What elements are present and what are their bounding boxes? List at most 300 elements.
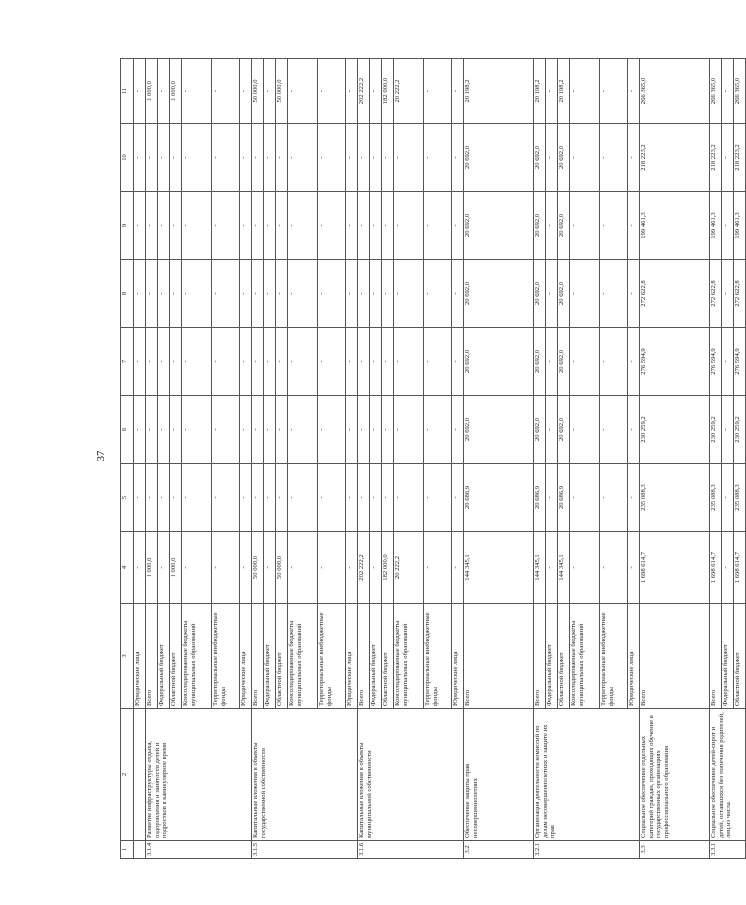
value-cell: -	[264, 59, 276, 124]
value-cell: -	[288, 260, 318, 328]
value-cell: 20 692,0	[558, 260, 570, 328]
column-number: 8	[121, 260, 134, 328]
table-row	[134, 59, 146, 859]
rotated-table-container	[120, 59, 741, 859]
value-cell: -	[134, 59, 146, 124]
value-cell: -	[170, 396, 182, 464]
value-cell: -	[394, 124, 424, 192]
funding-source-cell: Юридические лица	[134, 604, 146, 709]
funding-source-cell: Всего	[534, 604, 546, 709]
funding-source-cell: Федеральный бюджет	[546, 604, 558, 709]
table-row	[640, 59, 710, 859]
value-cell: -	[264, 464, 276, 532]
value-cell: -	[346, 532, 358, 604]
value-cell: -	[382, 124, 394, 192]
value-cell: -	[370, 532, 382, 604]
value-cell: -	[346, 59, 358, 124]
value-cell: -	[240, 464, 252, 532]
value-cell: -	[600, 124, 628, 192]
value-cell: -	[628, 59, 640, 124]
value-cell: -	[182, 328, 212, 396]
value-cell: 272 622,8	[710, 260, 722, 328]
item-code-cell: 3.2	[464, 841, 534, 859]
value-cell: -	[318, 464, 346, 532]
value-cell: 235 088,3	[640, 464, 710, 532]
value-cell: -	[452, 59, 464, 124]
value-cell: -	[146, 464, 158, 532]
funding-source-cell: Всего	[252, 604, 264, 709]
value-cell: -	[318, 192, 346, 260]
value-cell: -	[394, 192, 424, 260]
value-cell: 20 692,0	[558, 192, 570, 260]
value-cell: -	[182, 192, 212, 260]
value-cell: -	[722, 124, 734, 192]
value-cell: 20 222,2	[394, 59, 424, 124]
value-cell: -	[158, 396, 170, 464]
value-cell: -	[276, 192, 288, 260]
value-cell: 20 222,2	[394, 532, 424, 604]
value-cell: -	[722, 328, 734, 396]
value-cell: 20 692,0	[534, 260, 546, 328]
funding-source-cell: Территориальные внебюджетные фонды	[424, 604, 452, 709]
column-number: 3	[121, 604, 134, 709]
value-cell: -	[600, 396, 628, 464]
table-body	[121, 59, 746, 859]
funding-source-cell: Федеральный бюджет	[370, 604, 382, 709]
funding-source-cell: Федеральный бюджет	[158, 604, 170, 709]
value-cell: 20 692,0	[534, 396, 546, 464]
value-cell: 230 259,2	[734, 396, 746, 464]
page-number: 37	[95, 450, 107, 462]
value-cell: -	[182, 464, 212, 532]
value-cell: -	[288, 192, 318, 260]
value-cell: -	[240, 192, 252, 260]
value-cell: -	[424, 464, 452, 532]
value-cell: -	[546, 192, 558, 260]
value-cell: -	[722, 260, 734, 328]
column-number: 11	[121, 59, 134, 124]
value-cell: 144 345,1	[464, 532, 534, 604]
funding-source-cell: Юридические лица	[628, 604, 640, 709]
value-cell: -	[264, 260, 276, 328]
value-cell: -	[546, 328, 558, 396]
value-cell: -	[452, 260, 464, 328]
funding-source-cell: Консолидированные бюджеты муниципальных образований	[570, 604, 600, 709]
table-row	[146, 59, 158, 859]
value-cell: -	[358, 396, 370, 464]
value-cell: -	[452, 464, 464, 532]
funding-source-cell: Федеральный бюджет	[722, 604, 734, 709]
value-cell: -	[394, 328, 424, 396]
value-cell: -	[358, 328, 370, 396]
value-cell: 218 223,2	[734, 124, 746, 192]
value-cell: -	[276, 260, 288, 328]
table-row	[464, 59, 534, 859]
funding-source-cell: Юридические лица	[240, 604, 252, 709]
value-cell: 20 686,9	[558, 464, 570, 532]
value-cell: 20 692,0	[464, 192, 534, 260]
value-cell: 199 461,3	[710, 192, 722, 260]
value-cell: -	[170, 124, 182, 192]
column-number: 10	[121, 124, 134, 192]
value-cell: -	[722, 464, 734, 532]
column-number-row	[121, 59, 134, 859]
item-name-cell: Капитальные вложения в объекты муниципальной собственности	[358, 709, 464, 841]
value-cell: -	[276, 464, 288, 532]
value-cell: -	[722, 59, 734, 124]
value-cell: 20 198,2	[464, 59, 534, 124]
value-cell: -	[722, 192, 734, 260]
value-cell: -	[146, 396, 158, 464]
value-cell: -	[288, 464, 318, 532]
value-cell: -	[212, 59, 240, 124]
value-cell: -	[382, 260, 394, 328]
value-cell: -	[570, 396, 600, 464]
value-cell: -	[394, 260, 424, 328]
value-cell: -	[146, 328, 158, 396]
value-cell: -	[546, 260, 558, 328]
value-cell: -	[382, 464, 394, 532]
value-cell: -	[264, 396, 276, 464]
value-cell: -	[382, 328, 394, 396]
value-cell: -	[170, 464, 182, 532]
funding-source-cell: Консолидированные бюджеты муниципальных образований	[288, 604, 318, 709]
value-cell: -	[212, 396, 240, 464]
value-cell: -	[318, 260, 346, 328]
value-cell: -	[170, 260, 182, 328]
value-cell: -	[158, 124, 170, 192]
value-cell: -	[370, 464, 382, 532]
value-cell: 235 088,3	[710, 464, 722, 532]
value-cell: -	[394, 464, 424, 532]
value-cell: -	[600, 192, 628, 260]
value-cell: -	[212, 328, 240, 396]
value-cell: -	[182, 260, 212, 328]
value-cell: -	[600, 260, 628, 328]
value-cell: 20 692,0	[558, 396, 570, 464]
funding-source-cell: Всего	[464, 604, 534, 709]
value-cell: -	[452, 124, 464, 192]
funding-source-cell: Всего	[710, 604, 722, 709]
value-cell: 202 222,2	[358, 59, 370, 124]
value-cell: 199 461,3	[640, 192, 710, 260]
table-row	[534, 59, 546, 859]
funding-source-cell: Юридические лица	[452, 604, 464, 709]
value-cell: -	[240, 328, 252, 396]
value-cell: -	[288, 59, 318, 124]
value-cell: -	[570, 59, 600, 124]
value-cell: -	[628, 124, 640, 192]
value-cell: -	[240, 124, 252, 192]
value-cell: 199 461,3	[734, 192, 746, 260]
value-cell: -	[424, 124, 452, 192]
value-cell: -	[722, 532, 734, 604]
value-cell: -	[158, 532, 170, 604]
value-cell: 20 692,0	[534, 124, 546, 192]
value-cell: -	[424, 260, 452, 328]
value-cell: 202 222,2	[358, 532, 370, 604]
value-cell: -	[170, 328, 182, 396]
value-cell: -	[358, 124, 370, 192]
funding-source-cell: Областной бюджет	[276, 604, 288, 709]
value-cell: 50 000,0	[252, 532, 264, 604]
value-cell: -	[346, 192, 358, 260]
funding-source-cell: Областной бюджет	[734, 604, 746, 709]
value-cell: -	[382, 396, 394, 464]
value-cell: -	[370, 192, 382, 260]
value-cell: -	[318, 396, 346, 464]
value-cell: -	[600, 532, 628, 604]
column-number: 1	[121, 841, 134, 859]
value-cell: 50 000,0	[276, 532, 288, 604]
value-cell: -	[158, 59, 170, 124]
value-cell: -	[628, 260, 640, 328]
column-number: 5	[121, 464, 134, 532]
value-cell: -	[452, 192, 464, 260]
value-cell: -	[146, 192, 158, 260]
value-cell: -	[358, 260, 370, 328]
value-cell: -	[452, 532, 464, 604]
column-number: 9	[121, 192, 134, 260]
value-cell: 1 000,0	[146, 59, 158, 124]
item-name-cell: Организация деятельности комиссий по делам несовершеннолетних и защите их прав	[534, 709, 640, 841]
value-cell: -	[346, 464, 358, 532]
value-cell: 235 088,3	[734, 464, 746, 532]
value-cell: -	[252, 124, 264, 192]
value-cell: -	[134, 396, 146, 464]
value-cell: -	[628, 464, 640, 532]
value-cell: 182 000,0	[382, 59, 394, 124]
item-code-cell: 3.3	[640, 841, 710, 859]
value-cell: -	[240, 532, 252, 604]
value-cell: 218 223,2	[710, 124, 722, 192]
value-cell: -	[570, 328, 600, 396]
value-cell: -	[346, 328, 358, 396]
value-cell: 20 692,0	[558, 124, 570, 192]
value-cell: 266 365,0	[734, 59, 746, 124]
value-cell: 276 594,9	[710, 328, 722, 396]
value-cell: -	[394, 396, 424, 464]
value-cell: 20 692,0	[464, 396, 534, 464]
value-cell: -	[182, 396, 212, 464]
value-cell: -	[240, 396, 252, 464]
value-cell: -	[570, 124, 600, 192]
funding-source-cell: Областной бюджет	[558, 604, 570, 709]
value-cell: 1 698 614,7	[734, 532, 746, 604]
value-cell: -	[424, 396, 452, 464]
value-cell: -	[628, 192, 640, 260]
value-cell: 1 000,0	[146, 532, 158, 604]
value-cell: -	[264, 328, 276, 396]
value-cell: 1 000,0	[170, 532, 182, 604]
value-cell: -	[240, 59, 252, 124]
column-number: 4	[121, 532, 134, 604]
table-row	[358, 59, 370, 859]
value-cell: 20 198,2	[558, 59, 570, 124]
value-cell: -	[276, 328, 288, 396]
program-funding-table	[120, 58, 746, 859]
value-cell: -	[252, 192, 264, 260]
funding-source-cell: Всего	[640, 604, 710, 709]
value-cell: 266 365,0	[710, 59, 722, 124]
value-cell: -	[212, 464, 240, 532]
value-cell: 272 622,8	[640, 260, 710, 328]
value-cell: -	[158, 260, 170, 328]
value-cell: -	[158, 192, 170, 260]
value-cell: 20 692,0	[534, 192, 546, 260]
value-cell: -	[370, 260, 382, 328]
value-cell: -	[424, 328, 452, 396]
value-cell: -	[600, 464, 628, 532]
value-cell: -	[146, 260, 158, 328]
value-cell: -	[134, 260, 146, 328]
item-code-cell: 3.1.6	[358, 841, 464, 859]
item-name-cell: Капитальные вложения в объекты государственной собственности	[252, 709, 358, 841]
value-cell: 50 000,0	[276, 59, 288, 124]
table-row	[710, 59, 722, 859]
funding-source-cell: Территориальные внебюджетные фонды	[600, 604, 628, 709]
value-cell: 1 698 614,7	[640, 532, 710, 604]
value-cell: -	[546, 124, 558, 192]
item-code-cell: 3.3.1	[710, 841, 746, 859]
item-name-cell: Развитие инфраструктуры отдыха, оздоровления и занятости детей и подростков в каникулярное время	[146, 709, 252, 841]
item-code-cell: 3.2.1	[534, 841, 640, 859]
value-cell: -	[600, 328, 628, 396]
value-cell: -	[570, 532, 600, 604]
value-cell: -	[252, 328, 264, 396]
value-cell: -	[452, 396, 464, 464]
funding-source-cell: Юридические лица	[346, 604, 358, 709]
funding-source-cell: Всего	[146, 604, 158, 709]
item-code-cell: 3.1.4	[146, 841, 252, 859]
value-cell: -	[170, 192, 182, 260]
value-cell: -	[424, 532, 452, 604]
value-cell: -	[318, 124, 346, 192]
value-cell: 230 259,2	[710, 396, 722, 464]
value-cell: 1 698 614,7	[710, 532, 722, 604]
value-cell: -	[346, 396, 358, 464]
value-cell: -	[182, 532, 212, 604]
value-cell: -	[134, 532, 146, 604]
value-cell: -	[212, 260, 240, 328]
value-cell: -	[276, 396, 288, 464]
value-cell: -	[158, 328, 170, 396]
value-cell: -	[134, 464, 146, 532]
value-cell: -	[370, 59, 382, 124]
funding-source-cell: Областной бюджет	[170, 604, 182, 709]
value-cell: 230 259,2	[640, 396, 710, 464]
value-cell: -	[288, 124, 318, 192]
value-cell: -	[570, 464, 600, 532]
value-cell: -	[628, 532, 640, 604]
value-cell: 276 594,9	[734, 328, 746, 396]
value-cell: -	[212, 124, 240, 192]
value-cell: -	[182, 124, 212, 192]
value-cell: -	[424, 59, 452, 124]
value-cell: -	[570, 192, 600, 260]
value-cell: -	[382, 192, 394, 260]
value-cell: 266 365,0	[640, 59, 710, 124]
value-cell: -	[546, 532, 558, 604]
value-cell: 272 622,8	[734, 260, 746, 328]
funding-source-cell: Областной бюджет	[382, 604, 394, 709]
value-cell: -	[288, 328, 318, 396]
value-cell: -	[134, 328, 146, 396]
funding-source-cell: Консолидированные бюджеты муниципальных образований	[182, 604, 212, 709]
value-cell: -	[424, 192, 452, 260]
value-cell: -	[370, 124, 382, 192]
funding-source-cell: Всего	[358, 604, 370, 709]
value-cell: -	[252, 396, 264, 464]
item-code-cell: 3.1.5	[252, 841, 358, 859]
funding-source-cell: Консолидированные бюджеты муниципальных образований	[394, 604, 424, 709]
value-cell: 182 000,0	[382, 532, 394, 604]
table-row	[252, 59, 264, 859]
value-cell: -	[600, 59, 628, 124]
value-cell: -	[288, 396, 318, 464]
value-cell: -	[146, 124, 158, 192]
value-cell: -	[346, 124, 358, 192]
value-cell: 20 198,2	[534, 59, 546, 124]
value-cell: -	[370, 396, 382, 464]
value-cell: -	[546, 396, 558, 464]
value-cell: 20 692,0	[534, 328, 546, 396]
value-cell: -	[276, 124, 288, 192]
value-cell: 218 223,2	[640, 124, 710, 192]
value-cell: -	[134, 192, 146, 260]
value-cell: -	[358, 192, 370, 260]
item-name-cell: Социальное обеспечение детей-сирот и детей, оставшихся без попечения родителей, лиц из числа	[710, 709, 746, 841]
column-number: 2	[121, 709, 134, 841]
funding-source-cell: Территориальные внебюджетные фонды	[318, 604, 346, 709]
value-cell: 20 692,0	[464, 260, 534, 328]
value-cell: -	[318, 532, 346, 604]
value-cell: -	[628, 328, 640, 396]
value-cell: 20 686,9	[464, 464, 534, 532]
value-cell: -	[546, 59, 558, 124]
value-cell: -	[452, 328, 464, 396]
value-cell: 276 594,9	[640, 328, 710, 396]
value-cell: -	[346, 260, 358, 328]
value-cell: -	[252, 464, 264, 532]
value-cell: -	[370, 328, 382, 396]
value-cell: -	[318, 59, 346, 124]
value-cell: -	[722, 396, 734, 464]
value-cell: -	[134, 124, 146, 192]
value-cell: -	[570, 260, 600, 328]
value-cell: -	[628, 396, 640, 464]
value-cell: 20 692,0	[464, 328, 534, 396]
value-cell: -	[212, 192, 240, 260]
value-cell: -	[264, 532, 276, 604]
value-cell: -	[240, 260, 252, 328]
value-cell: -	[182, 59, 212, 124]
value-cell: -	[358, 464, 370, 532]
value-cell: 50 000,0	[252, 59, 264, 124]
value-cell: 1 000,0	[170, 59, 182, 124]
value-cell: 20 692,0	[464, 124, 534, 192]
item-name-cell: Обеспечение защиты прав несовершеннолетних	[464, 709, 534, 841]
funding-source-cell: Территориальные внебюджетные фонды	[212, 604, 240, 709]
value-cell: 144 345,1	[534, 532, 546, 604]
item-name-cell: Социальное обеспечение отдельных категорий граждан, проходящих обучение в государственных организациях профессионального образования	[640, 709, 710, 841]
value-cell: -	[264, 192, 276, 260]
value-cell: -	[546, 464, 558, 532]
column-number: 6	[121, 396, 134, 464]
funding-source-cell: Федеральный бюджет	[264, 604, 276, 709]
value-cell: -	[158, 464, 170, 532]
value-cell: 144 345,1	[558, 532, 570, 604]
